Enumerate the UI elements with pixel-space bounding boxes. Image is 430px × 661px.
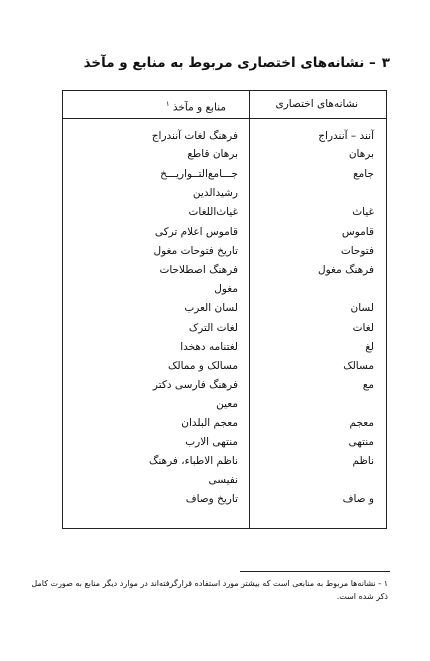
- section-title-dash: –: [369, 55, 376, 71]
- source-cell: لغات الترک: [188, 322, 238, 334]
- source-cell: تاریخ فتوحات مغول: [153, 245, 238, 257]
- source-cell: جـــامع‌التــواریـــخ: [160, 168, 238, 180]
- abbreviation-cell: آنند – آنندراج: [318, 130, 374, 142]
- header-sources-footnote-mark: ۱: [165, 100, 170, 108]
- footnote-line-2: ذکر شده است.: [336, 592, 388, 601]
- abbreviation-cell: فتوحات: [340, 245, 374, 257]
- source-cell: فرهنگ اصطلاحات: [159, 264, 238, 276]
- source-cell: رشیدالدین: [192, 187, 238, 199]
- source-cell: مغول: [214, 283, 238, 295]
- abbreviation-cell: لسان: [350, 302, 374, 314]
- abbreviation-cell: فرهنگ مغول: [318, 264, 374, 276]
- abbreviation-cell: منتهی: [348, 436, 374, 448]
- footnote: [30, 577, 388, 603]
- source-cell: لسان العرب: [184, 302, 238, 314]
- abbreviations-table: [62, 90, 387, 529]
- footnote-line-1: ۱ - نشانه‌ها مربوط به منابعی است که بیشتر مورد استفاده قرارگرفته‌اند در موارد دیگر منابع به صورت کامل: [31, 579, 388, 588]
- source-cell: برهان قاطع: [187, 148, 238, 160]
- abbreviation-cell: لغ: [365, 341, 374, 353]
- source-cell: معین: [216, 398, 238, 410]
- footnote-rule: [240, 571, 390, 572]
- source-cell: تاریخ وصاف: [185, 493, 238, 505]
- section-title: [40, 54, 390, 72]
- abbreviation-cell: جامع: [353, 168, 374, 180]
- table-header-rule: [63, 118, 386, 119]
- abbreviation-cell: معجم: [349, 417, 374, 429]
- source-cell: فرهنگ لغات آنندراج: [151, 130, 238, 142]
- abbreviation-cell: قاموس: [341, 226, 374, 238]
- source-cell: قاموس اعلام ترکی: [154, 226, 238, 238]
- abbreviation-cell: مع: [362, 379, 374, 391]
- abbreviation-cell: مسالک: [343, 360, 374, 372]
- section-title-text: نشانه‌های اختصاری مربوط به منابع و مآخذ: [83, 55, 365, 71]
- abbreviation-cell: لغات: [352, 322, 374, 334]
- header-sources: [166, 97, 226, 115]
- table-column-divider: [249, 91, 250, 528]
- header-sources-label: منابع و مآخذ: [172, 101, 226, 114]
- abbreviation-cell: ناظم: [352, 455, 374, 467]
- source-cell: منتهی الارب: [185, 436, 238, 448]
- header-abbreviations: نشانه‌های اختصاری: [275, 98, 358, 110]
- source-cell: لغتنامه دهخدا: [180, 341, 238, 353]
- section-number: ۳: [381, 55, 390, 71]
- source-cell: ناظم الاطباء، فرهنگ: [148, 455, 238, 467]
- abbreviation-cell: برهان: [348, 148, 374, 160]
- source-cell: معجم البلدان: [181, 417, 238, 429]
- abbreviation-cell: و صاف: [342, 493, 374, 505]
- source-cell: غیاث‌اللغات: [188, 206, 238, 218]
- source-cell: مسالک و ممالک: [167, 360, 238, 372]
- abbreviation-cell: غیاث: [352, 206, 374, 218]
- source-cell: نفیسی: [208, 474, 238, 486]
- source-cell: فرهنگ فارسی دکتر: [152, 379, 238, 391]
